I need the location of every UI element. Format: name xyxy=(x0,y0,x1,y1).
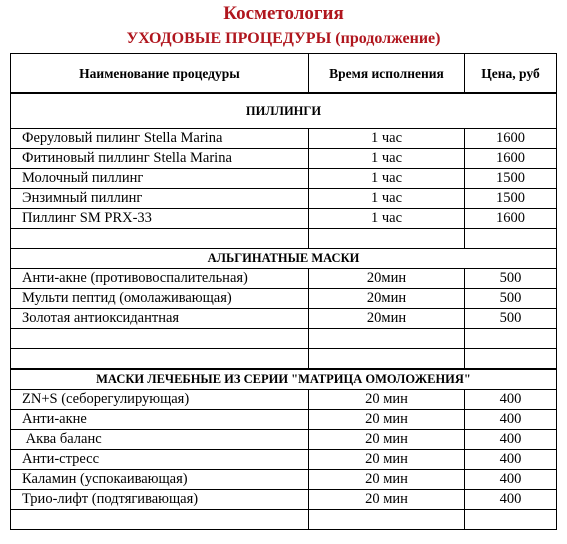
procedure-price: 500 xyxy=(465,289,557,309)
empty-row xyxy=(11,349,557,370)
page-title: Косметология xyxy=(223,3,344,24)
header-time: Время исполнения xyxy=(309,54,465,94)
procedure-price: 1600 xyxy=(465,129,557,149)
procedure-price: 1500 xyxy=(465,189,557,209)
procedure-time: 20 мин xyxy=(309,390,465,410)
procedure-time: 1 час xyxy=(309,129,465,149)
table-row xyxy=(11,450,557,470)
empty-cell xyxy=(11,229,309,249)
table-row xyxy=(11,169,557,189)
procedure-price: 400 xyxy=(465,390,557,410)
table-row xyxy=(11,289,557,309)
procedure-time: 20мин xyxy=(309,309,465,329)
procedure-name: Золотая антиоксидантная xyxy=(11,309,309,329)
procedure-name: Пиллинг SM PRX-33 xyxy=(11,209,309,229)
header-price: Цена, руб xyxy=(465,54,557,94)
table-row xyxy=(11,410,557,430)
table-row xyxy=(11,390,557,410)
procedure-price: 400 xyxy=(465,450,557,470)
table-row xyxy=(11,129,557,149)
empty-cell xyxy=(465,349,557,370)
section-header-alginate xyxy=(11,249,557,269)
procedure-time: 20 мин xyxy=(309,410,465,430)
empty-cell xyxy=(465,229,557,249)
procedure-name: Аква баланс xyxy=(11,430,309,450)
procedure-time: 20мин xyxy=(309,269,465,289)
section-header-peeling xyxy=(11,93,557,129)
procedure-name: ZN+S (себорегулирующая) xyxy=(11,390,309,410)
empty-cell xyxy=(309,329,465,349)
procedure-name: Анти-акне xyxy=(11,410,309,430)
empty-cell xyxy=(11,329,309,349)
procedure-time: 20 мин xyxy=(309,490,465,510)
table-row xyxy=(11,209,557,229)
procedure-name: Феруловый пилинг Stella Marina xyxy=(11,129,309,149)
header-name: Наименование процедуры xyxy=(11,54,309,94)
procedure-name: Трио-лифт (подтягивающая) xyxy=(11,490,309,510)
empty-cell xyxy=(465,510,557,530)
procedure-name: Мульти пептид (омолаживающая) xyxy=(11,289,309,309)
empty-cell xyxy=(465,329,557,349)
procedure-price: 400 xyxy=(465,430,557,450)
procedure-time: 1 час xyxy=(309,189,465,209)
table-row xyxy=(11,470,557,490)
procedure-price: 1500 xyxy=(465,169,557,189)
section-title: АЛЬГИНАТНЫЕ МАСКИ xyxy=(11,249,557,269)
empty-row xyxy=(11,329,557,349)
procedure-time: 1 час xyxy=(309,169,465,189)
table-row xyxy=(11,189,557,209)
empty-cell xyxy=(309,229,465,249)
procedure-time: 20 мин xyxy=(309,430,465,450)
empty-row xyxy=(11,229,557,249)
procedure-price: 400 xyxy=(465,410,557,430)
procedure-name: Анти-акне (противовоспалительная) xyxy=(11,269,309,289)
procedure-price: 400 xyxy=(465,470,557,490)
procedure-name: Энзимный пиллинг xyxy=(11,189,309,209)
procedure-price: 400 xyxy=(465,490,557,510)
table-row xyxy=(11,269,557,289)
section-title: ПИЛЛИНГИ xyxy=(11,93,557,129)
table-row xyxy=(11,149,557,169)
procedure-price: 500 xyxy=(465,309,557,329)
procedure-name: Молочный пиллинг xyxy=(11,169,309,189)
table-header-row xyxy=(11,54,557,94)
section-title: МАСКИ ЛЕЧЕБНЫЕ ИЗ СЕРИИ "МАТРИЦА ОМОЛОЖЕНИЯ" xyxy=(11,369,557,390)
empty-cell xyxy=(11,349,309,370)
empty-cell xyxy=(309,510,465,530)
procedure-price: 500 xyxy=(465,269,557,289)
page-subtitle: УХОДОВЫЕ ПРОЦЕДУРЫ (продолжение) xyxy=(126,30,441,47)
procedure-name: Фитиновый пиллинг Stella Marina xyxy=(11,149,309,169)
section-header-matrix xyxy=(11,369,557,390)
procedure-name: Анти-стресс xyxy=(11,450,309,470)
procedure-time: 1 час xyxy=(309,149,465,169)
procedure-time: 20 мин xyxy=(309,450,465,470)
price-table xyxy=(10,53,557,530)
procedure-name: Каламин (успокаивающая) xyxy=(11,470,309,490)
procedure-time: 20мин xyxy=(309,289,465,309)
procedure-price: 1600 xyxy=(465,149,557,169)
table-row xyxy=(11,309,557,329)
empty-row xyxy=(11,510,557,530)
procedure-time: 20 мин xyxy=(309,470,465,490)
table-row xyxy=(11,490,557,510)
table-row xyxy=(11,430,557,450)
procedure-price: 1600 xyxy=(465,209,557,229)
empty-cell xyxy=(309,349,465,370)
empty-cell xyxy=(11,510,309,530)
procedure-time: 1 час xyxy=(309,209,465,229)
